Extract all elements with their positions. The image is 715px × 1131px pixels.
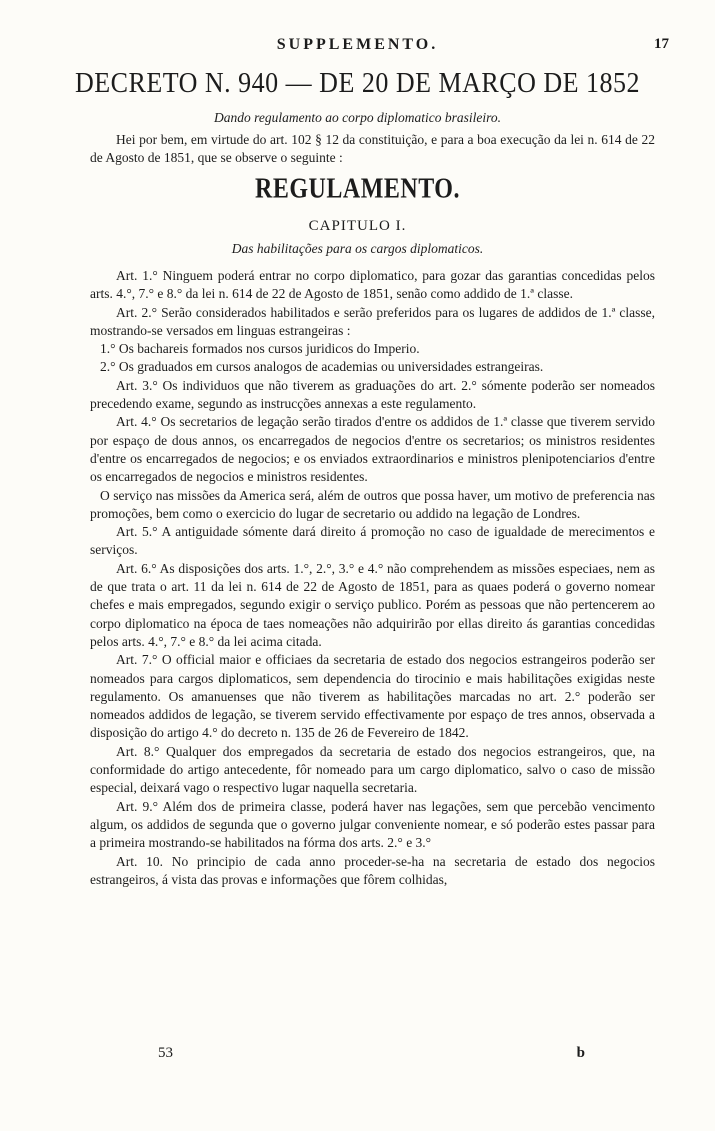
decree-subtitle: Dando regulamento ao corpo diplomatico brasileiro. [214,110,501,125]
article-9: Art. 9.° Além dos de primeira classe, poderá haver nas legações, sem que percebão vencimento algum, os addidos de segunda que o governo julgar conveniente nomear, e só poderão estes passar para a primeira mostrando-se habilitados na fórma dos arts. 2.° e 3.° [90,798,655,851]
articles-body [90,267,655,889]
article-7: Art. 7.° O official maior e officiaes da secretaria de estado dos negocios estrangeiros poderão ser nomeados para cargos diplomaticos, sem dependencia do tirocinio e mais habilitações exigidas neste regulamento. Os amanuenses que não tiverem as habilitações marcadas no art. 2.° poderão ser nomeados addidos de legação, se tiverem servido effectivamente por espaço de tres annos, observada a disposição do artigo 4.° do decreto n. 135 de 26 de Fevereiro de 1842. [90,652,655,741]
article-10: Art. 10. No principio de cada anno proceder-se-ha na secretaria de estado dos negocios estrangeiros, á vista das provas e informações que fôrem colhidas, [90,853,655,887]
article-4: Art. 4.° Os secretarios de legação serão tirados d'entre os addidos de 1.ª classe que tiverem servido por espaço de dous annos, os encarregados de negocios d'entre os secretarios; os ministros residentes d'entre os encarregados de negocios; e os enviados extraordinarios e ministros plenipotenciarios d'entre os encarregados de negocios e ministros residentes. [90,414,655,485]
article-2-item-1: 1.° Os bachareis formados nos cursos juridicos do Imperio. [100,341,420,357]
preamble-text: Hei por bem, em virtude do art. 102 § 12 da constituição, e para a boa execução da lei n. 614 de 22 de Agosto de 1851, que se observe o seguinte : [90,132,655,166]
article-8: Art. 8.° Qualquer dos empregados da secretaria de estado dos negocios estrangeiros, que, na conformidade do artigo antecedente, fôr nomeado para um cargo diplomatico, salvo o caso de missão especial, deixará vago o respectivo lugar naquella secretaria. [90,743,655,796]
page-number: 17 [654,36,669,52]
decree-title: DECRETO N. 940 — DE 20 DE MARÇO DE 1852 [74,66,641,99]
signature-mark-right: b [576,1045,585,1061]
running-head-title: SUPPLEMENTO. [276,36,439,53]
signature-mark-left: 53 [158,1045,173,1061]
chapter-subtitle: Das habilitações para os cargos diplomaticos. [231,241,484,256]
article-6: Art. 6.° As disposições dos arts. 1.°, 2.°, 3.° e 4.° não comprehendem as missões especiaes, nem as de que trata o art. 11 da lei n. 614 de 22 de Agosto de 1851, para as quaes poderá o governo nomear chefes e mais empregados, segundo exigir o serviço publico. Porém as pessoas que não pertencerem ao corpo diplomatico na época de taes nomeações não adquirirão por ellas direito ás garantias concedidas pelos arts. 4.°, 7.° e 8.° da lei acima citada. [90,560,655,649]
article-1: Art. 1.° Ninguem poderá entrar no corpo diplomatico, para gozar das garantias concedidas pelos arts. 4.°, 7.° e 8.° da lei n. 614 de 22 de Agosto de 1851, senão como addido de 1.ª classe. [90,268,655,302]
chapter-heading: CAPITULO I. [308,218,407,234]
running-head [60,36,669,60]
preamble [90,131,655,168]
article-4-paragraph: O serviço nas missões da America será, além de outros que possa haver, um motivo de preferencia nas promoções, bem como o exercicio do lugar de secretario ou addido na legação de Londres. [90,487,655,521]
article-3: Art. 3.° Os individuos que não tiverem as graduações do art. 2.° sómente poderão ser nomeados precedendo exame, segundo as instrucções annexas a este regulamento. [90,377,655,412]
page-footer [90,1045,625,1067]
regulamento-title: REGULAMENTO. [255,173,460,205]
article-5: Art. 5.° A antiguidade sómente dará direito á promoção no caso de igualdade de merecimentos e serviços. [90,524,655,558]
article-2-item-2: 2.° Os graduados em cursos analogos de academias ou universidades estrangeiras. [100,359,544,375]
article-2: Art. 2.° Serão considerados habilitados e serão preferidos para os lugares de addidos de 1.ª classe, mostrando-se versados em linguas estrangeiras : [90,304,655,338]
